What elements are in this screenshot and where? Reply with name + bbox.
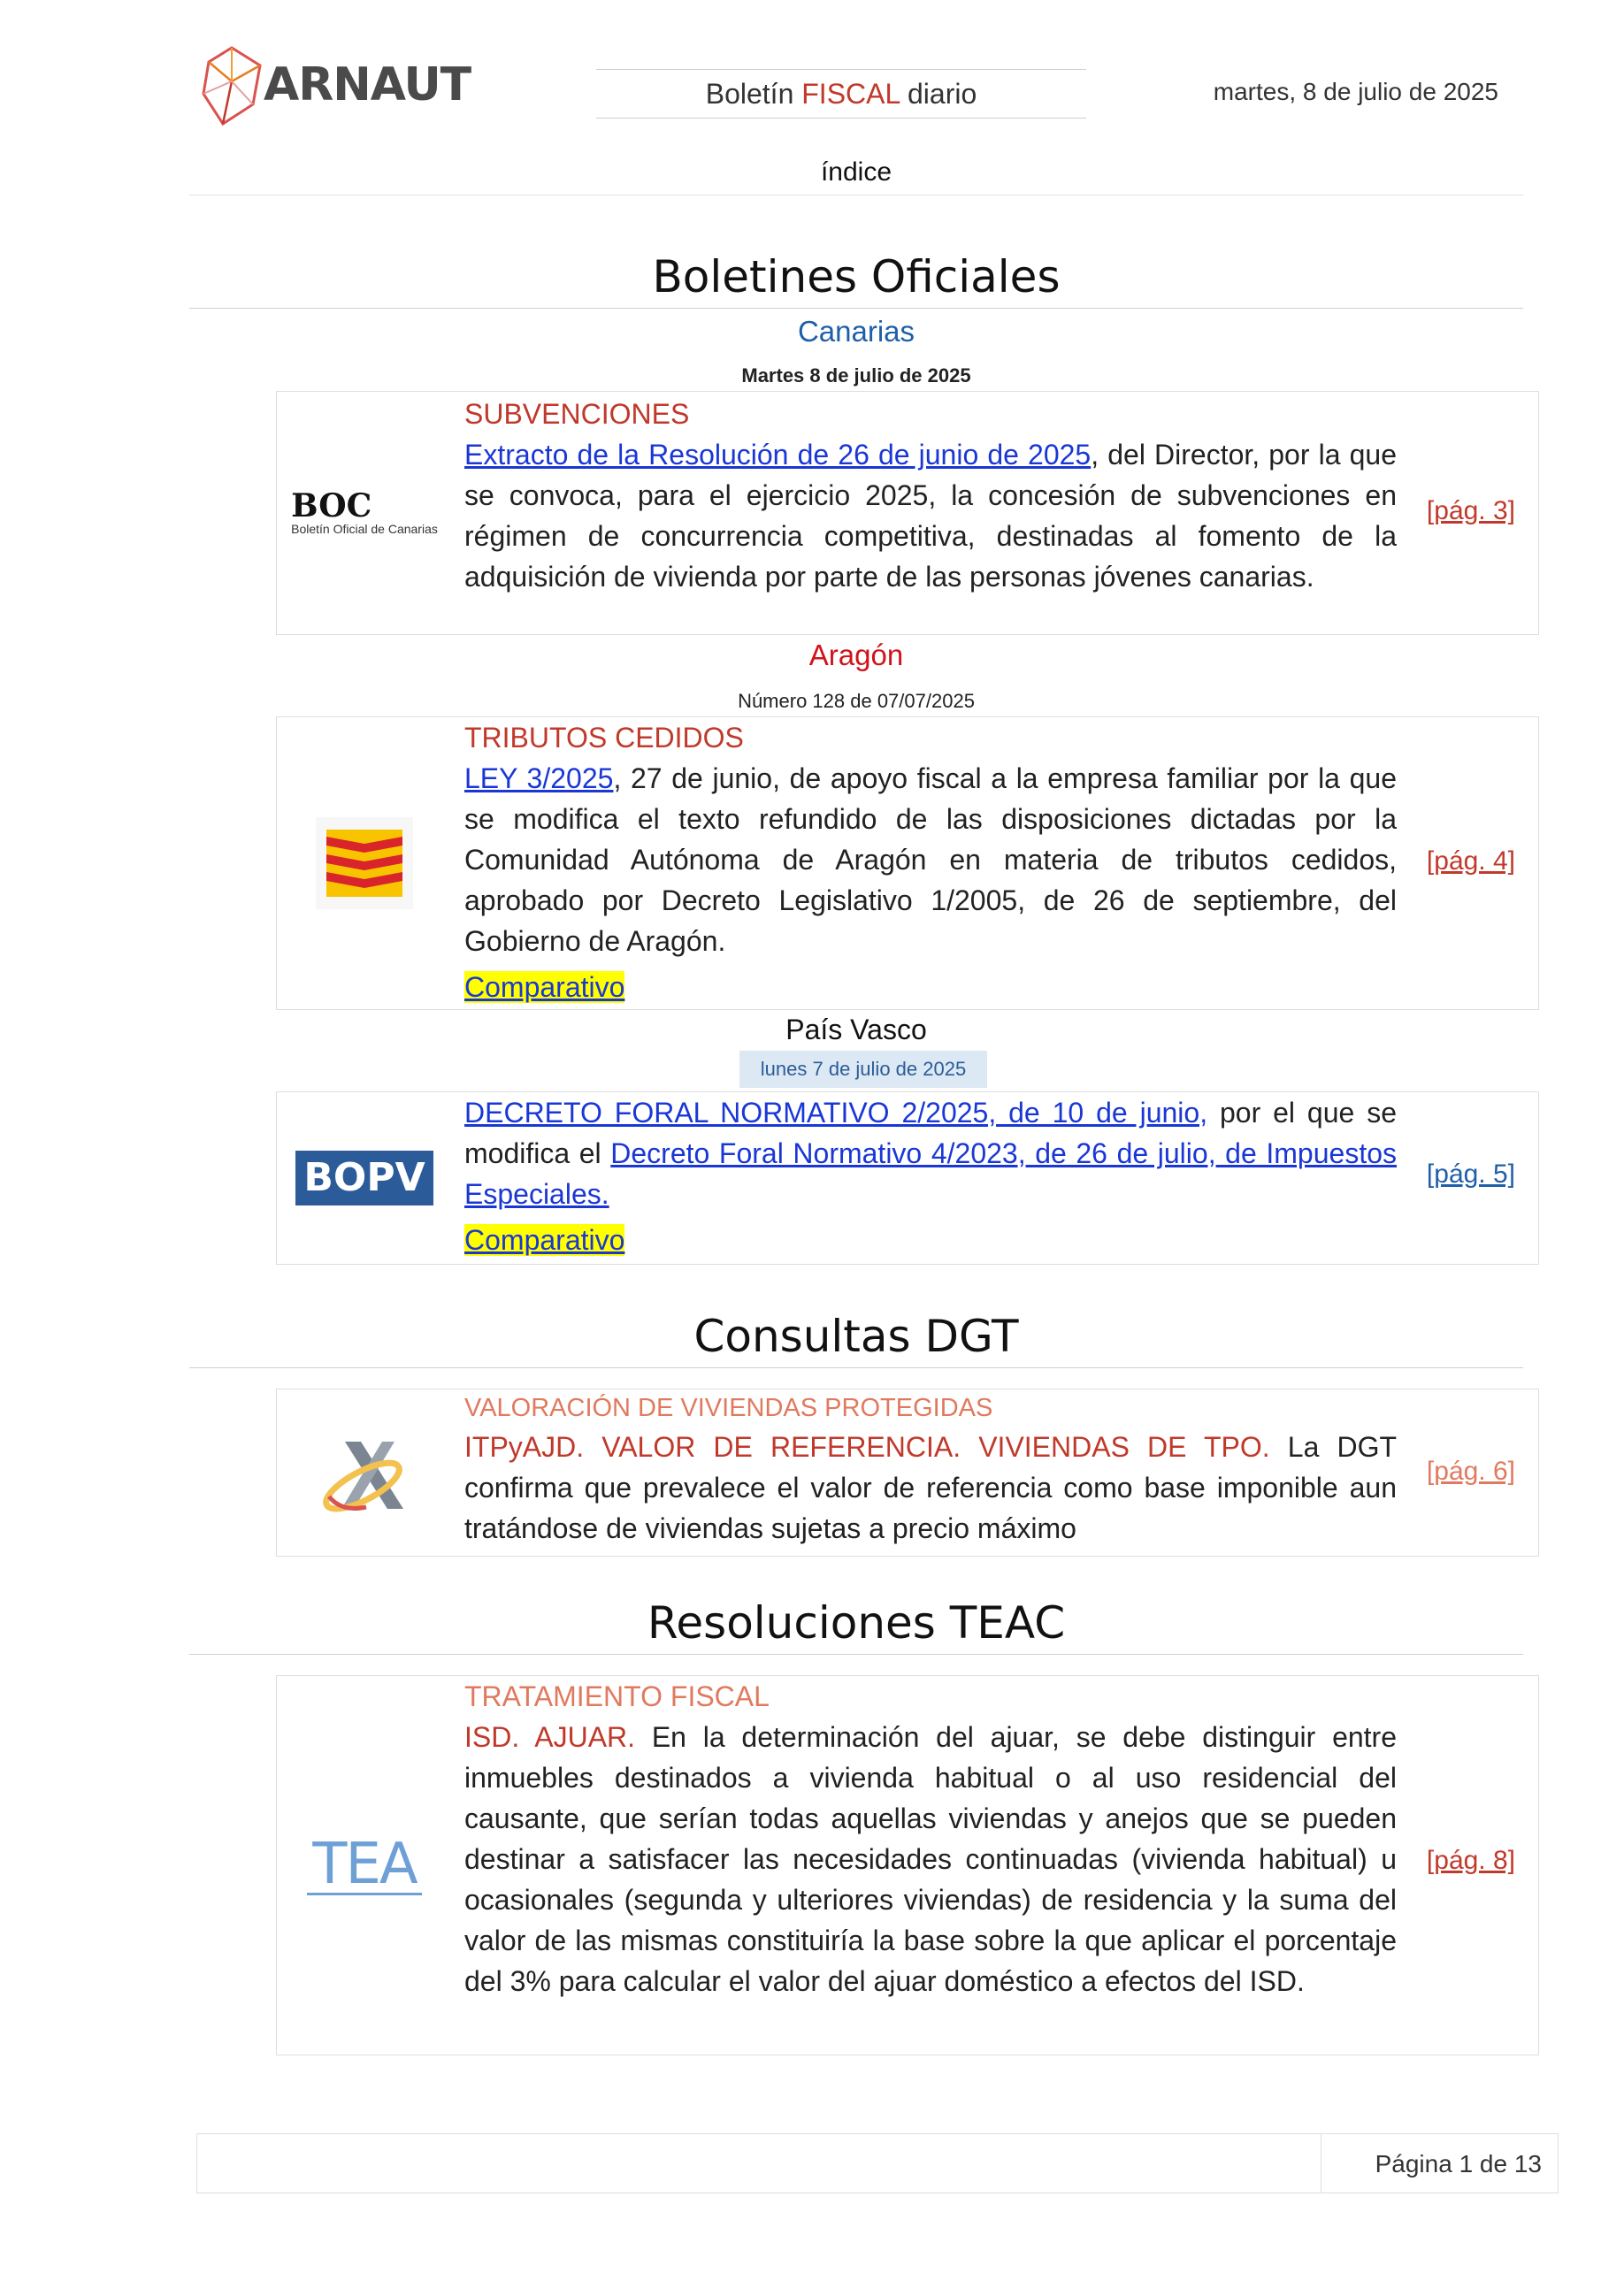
canarias-date: Martes 8 de julio de 2025 [741,364,971,386]
teac-text: En la determinación del ajuar, se debe distinguir entre inmuebles destinados a vivienda habitual o al uso residencial del causante, que serían todas aquellas viviendas y anejos que se pueden destinar a satisfacer las necesidades continuadas (vivienda habitual) u ocasionales (segunda y ulteriores viviendas) de residencia y la suma del valor de las mismas constituiría la base sobre la que aplicar el porcentaje del 3% para calcular el valor del ajuar doméstico a efectos del ISD. [464,1721,1398,1997]
tea-logo-text: TEA [307,1836,421,1895]
teac-lead: ISD. AJUAR. [464,1721,636,1753]
category-label: SUBVENCIONES [464,398,690,430]
region-canarias: Canarias [797,315,915,348]
bopv-logo-text: BOPV [295,1151,433,1205]
canarias-resolution-link[interactable]: Extracto de la Resolución de 26 de junio de 2025 [464,439,1092,471]
teac-body [464,1676,1397,2001]
category-label: TRIBUTOS CEDIDOS [464,722,744,754]
ley-link[interactable]: LEY 3/2025 [464,762,614,794]
title-highlight: FISCAL [801,78,900,110]
aragon-text: , 27 de junio, de apoyo fiscal a la empresa familiar por la que se modifica el texto refundido de las disposiciones dictadas por la Comunidad Autónoma de Aragón en materia de tributos cedidos, aprobado por Decreto Legislativo 1/2005, de 26 de septiembre, del Gobierno de Aragón. [464,762,1398,957]
aragon-flag-icon [277,717,452,1009]
tax-agency-icon [311,1424,417,1521]
page-ref-link[interactable]: [pág. 5] [1426,1159,1515,1189]
card-aragon [276,716,1539,1010]
page-ref-link[interactable]: [pág. 3] [1426,496,1515,525]
boc-logo [277,392,452,634]
vasco-body [464,1092,1397,1260]
category-label: VALORACIÓN DE VIVIENDAS PROTEGIDAS [464,1394,993,1422]
category-label: TRATAMIENTO FISCAL [464,1680,770,1712]
index-link[interactable]: índice [189,157,1523,195]
tea-logo [277,1676,452,2055]
bopv-logo [277,1092,452,1264]
aragon-date: Número 128 de 07/07/2025 [738,690,975,712]
region-aragon: Aragón [808,639,904,671]
region-pais-vasco: País Vasco [785,1014,927,1045]
geometric-logo-icon [196,42,267,131]
section-title-consultas: Consultas DGT [189,1311,1523,1368]
boc-logo-sub: Boletín Oficial de Canarias [291,522,438,536]
decreto-foral-2023-link[interactable]: Decreto Foral Normativo 4/2023, de 26 de julio, de Impuestos Especiales. [464,1137,1398,1210]
section-title-teac: Resoluciones TEAC [189,1597,1523,1655]
bulletin-title [596,69,1086,119]
vasco-text: por el que se modifica el [464,1097,1398,1169]
title-prefix: Boletín [705,78,802,110]
canarias-body [464,394,1397,597]
card-canarias [276,391,1539,635]
logo-wordmark: ARNAUT [264,58,471,111]
header-date: martes, 8 de julio de 2025 [1213,78,1498,105]
vasco-date: lunes 7 de julio de 2025 [739,1051,987,1088]
page-ref-link[interactable]: [pág. 8] [1426,1846,1515,1875]
card-pais-vasco [276,1091,1539,1265]
boc-logo-main: BOC [291,487,372,524]
card-dgt [276,1389,1539,1557]
page-ref-link[interactable]: [pág. 4] [1426,846,1515,876]
page-footer [196,2133,1559,2193]
section-title-boletines: Boletines Oficiales [189,251,1523,309]
comparativo-link[interactable]: Comparativo [464,971,625,1003]
arnaut-logo [196,42,471,131]
aeat-logo-icon [277,1389,452,1556]
page-number: Página 1 de 13 [1375,2150,1542,2177]
card-teac [276,1675,1539,2055]
dgt-body [464,1389,1397,1549]
comparativo-link[interactable]: Comparativo [464,1224,625,1256]
title-suffix: diario [900,78,977,110]
page-ref-link[interactable]: [pág. 6] [1426,1457,1515,1486]
aragon-stripes-icon [316,817,413,909]
dgt-lead: ITPyAJD. VALOR DE REFERENCIA. VIVIENDAS DE TPO. [464,1431,1270,1463]
aragon-body [464,717,1397,1007]
canarias-text: , del Director, por la que se convoca, para el ejercicio 2025, la concesión de subvenciones en régimen de concurrencia competitiva, destinadas al fomento de la adquisición de vivienda por parte de las personas jóvenes canarias. [464,439,1398,593]
decreto-foral-link[interactable]: DECRETO FORAL NORMATIVO 2/2025, de 10 de junio, [464,1097,1208,1129]
dgt-text: La DGT confirma que prevalece el valor de referencia como base imponible aun tratándose de viviendas sujetas a precio máximo [464,1431,1398,1544]
